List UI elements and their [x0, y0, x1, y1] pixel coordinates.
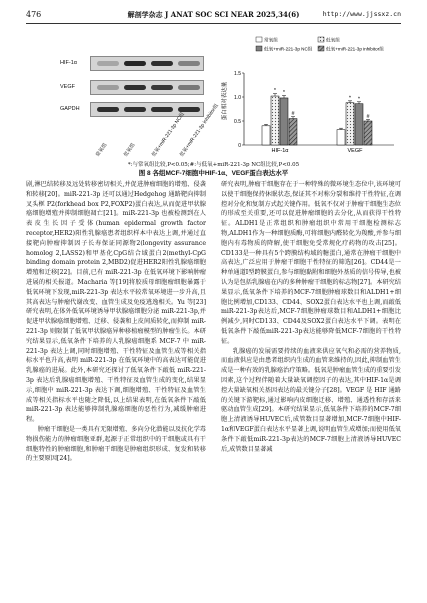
header-rule — [26, 23, 401, 24]
paragraph: 剧,淋巴结转移及远处转移密切相关,并促进肿瘤细胞的增殖、侵袭和转移[20]。miR-221-3p 还可以通过Hedgehog 通路靶向抑制叉头框 P2(forkhead box P2,FOXP2)蛋白表达,从而促进甲状腺癌细胞增殖并抑制细胞凋亡[21]。miR-221-3p 也被检测到在人表皮生长因子受体(human epidermal growth factor receptor,HER2)阳性乳腺癌患者组织样本中表达上调,并通过直接靶向肿瘤抑制因子长寿保证同源物2(longevity assurance homolog 2,LASS2)和甲基化CpG结合域蛋白2(methyl-CpG binding domain protein 2,MBD2)促进HER2阳性乳腺癌细胞增殖和迁移[22]。目前,已有 miR-221-3p 在低氧环境下影响肿瘤进展的相关报道。Macharia 等[19]将胶质母细胞瘤细胞暴露于低氧环境下发现,miR-221-3p 表达水平较常氧环境进一步升高,且其高表达与肿瘤代谢改变、血管生成及免疫逃逸相关。Yu 等[23]研究表明,在体外低氧环境诱导甲状腺癌细胞分泌 miR-221-3p,并促进甲状腺癌细胞增殖、迁移、侵袭和上皮间质转化,而抑制 miR-221-3p 则限制了低氧甲状腺癌异种移植瘤模型的肿瘤生长。本研究结果显示,低氧条件下培养的人乳腺癌细胞系 MCF-7 中 miR-221-3p 表达上调,同时细胞增殖、干性特征及血管生成等相关指标水平也升高,表明 miR-221-3p 在低氧环境中的高表达可能促进乳腺癌的进展。此外,本研究还探讨了低氧条件下敲低 miR-221-3p 表达后乳腺癌细胞增殖、干性特征及血管生成的变化,结果显示,细胞中 miR-221-3p 表达下调,细胞增殖、干性特征及血管生成等相关指标水平也随之降低,以上结果表明,在低氧条件下敲低 miR-221-3p 表达能够抑制乳腺癌细胞的恶性行为,减缓肿瘤进程。 — [26, 181, 206, 424]
protein-bar-chart — [214, 33, 404, 155]
blot-band — [97, 61, 119, 66]
lane-label: 低氧+miR-221-3p inhibitor组 — [178, 103, 220, 159]
y-tick-label: 0 — [238, 142, 241, 149]
bar — [346, 103, 354, 145]
blot-band — [151, 61, 173, 66]
y-tick-label: 1.0 — [234, 94, 241, 101]
blot-strip — [90, 80, 204, 95]
legend-label: 低氧组 — [326, 37, 340, 43]
lane-label: 低氧组 — [122, 142, 137, 159]
legend-swatch — [318, 46, 324, 51]
blot-band — [151, 85, 173, 90]
figure-symbol-note: *:与常氧组比较,P<0.05;#:与低氧+miR-221-3p NC组比较,P<0.05 — [127, 162, 300, 168]
legend-label: 低氧+miR-221-3p NC组 — [264, 46, 313, 52]
body-left-column — [26, 180, 206, 464]
significance-marker: * — [282, 90, 286, 97]
y-tick-label: 1.5 — [234, 70, 241, 77]
blot-band — [124, 61, 146, 66]
blot-band — [178, 85, 200, 90]
bar — [337, 130, 345, 145]
running-header — [26, 8, 401, 22]
x-tick-label: VEGF — [347, 148, 363, 154]
bar — [280, 98, 288, 145]
paragraph: 乳腺癌的发展需要持续的血液来供应氧气和必需的营养物质,而血液供应是由患者组织内生成的血管来维持的,因此,抑制血管生成是一种有效的乳腺癌治疗策略。低氧是肿瘤血管生成的重要引发因素,这个过程伴随着大量缺氧调控因子的表达,其中HIF-1α是调控大量缺氧相关基因表达的最关键分子[28]。VEGF 是 HIF 通路的关键下游靶标,通过影响内皮细胞迁移、增殖、通透性和存活来驱动血管生成[29]。本研究结果显示,低氧条件下培养的MCF-7细胞上清液诱导HUVEC后,成管数目显著增加,MCF-7细胞中HIF-1α和VEGF蛋白表达水平显著上调,说明血管生成增加;而使用低氧条件下敲低miR-221-3p表达的MCF-7细胞上清液诱导HUVEC后,成管数目显著减 — [221, 347, 401, 453]
blot-band — [97, 85, 119, 90]
blot-lane-labels — [90, 103, 220, 160]
blot-band — [178, 61, 200, 66]
paragraph: 肿瘤干细胞是一类具有无限增殖、多向分化潜能以及抗化学毒物损伤能力的肿瘤细胞亚群,起源于正常组织中的干细胞或具有干细胞特性的肿瘤细胞,和肿瘤干细胞是肿瘤组织形成、复发和转移的主要原因[24]。 — [26, 425, 206, 463]
legend-label: 常氧组 — [264, 37, 278, 43]
blot-band — [124, 85, 146, 90]
blot-strip — [90, 56, 204, 71]
x-tick-label: HIF-1α — [271, 148, 289, 154]
page-number: 476 — [26, 10, 42, 19]
bar — [271, 96, 279, 145]
bar — [364, 121, 372, 145]
significance-marker: * — [273, 88, 277, 95]
legend-label: 低氧+miR-221-3p inhibitor组 — [326, 46, 384, 52]
legend-swatch — [318, 37, 324, 42]
y-tick-label: 0.5 — [234, 118, 241, 125]
chart-bars — [262, 88, 372, 145]
journal-title: 解剖学杂志 J ANAT SOC SCI NEAR 2025,34(6) — [127, 10, 300, 19]
body-right-column — [221, 180, 401, 454]
bar — [355, 104, 363, 145]
figure-caption: 图 8 各组MCF-7细胞中HIF-1α、VEGF蛋白表达水平 — [138, 170, 289, 177]
y-axis-label: 蛋白相对表达量 — [222, 81, 228, 121]
lane-label: 低氧+miR-221-3p NC组 — [150, 111, 186, 159]
significance-marker: * — [357, 96, 361, 103]
significance-marker: # — [291, 111, 295, 118]
bar — [262, 126, 270, 145]
lane-label: 常氧组 — [94, 142, 109, 159]
chart-legend — [256, 36, 384, 52]
paragraph: 研究表明,肿瘤干细胞存在于一种特殊的微环境生态位中,该环境可以使干细胞保持休眠状态,保证其不对称分裂和维持干性特征,在调控对分化和复制方式起关键作用。低氧不仅对于肿瘤干细胞生态位的形成至关重要,还可以促进肿瘤细胞的去分化,从而获得干性特征。ALDH1是正常组织和肿瘤组织中常用干细胞检测标志物,ALDH1作为一种细胞质酶,可将细胞内醛转化为羧酸,并参与细胞内有毒物质的降解,使干细胞免受常规化疗药物的攻击[25]。CD133是一种具有5个跨膜结构域的糖蛋白,通常在肿瘤干细胞中高表达,广泛应用于肿瘤干细胞干性特征的筛选[26]。CD44是一种单通道Ⅰ型跨膜蛋白,参与细胞黏附和细胞外基质的信号传导,也被认为是包括乳腺癌在内的多种肿瘤干细胞的标志物[27]。本研究结果显示,低氧条件下培养的MCF-7细胞肿瘤球数目和ALDH1+细胞比例增加,CD133、CD44、SOX2蛋白表达水平也上调,而敲低miR-221-3p表达后,MCF-7细胞肿瘤球数目和ALDH1+细胞比例减少,同时CD133、CD44及SOX2蛋白表达水平下调。表明在低氧条件下敲低miR-221-3p表达能够降低MCF-7细胞的干性特征。 — [221, 181, 401, 345]
legend-swatch — [256, 37, 262, 42]
journal-website: http://www.jjssxz.cn — [322, 10, 401, 18]
blot-row-label: GAPDH — [60, 106, 80, 112]
significance-marker: * — [348, 95, 352, 102]
legend-swatch — [256, 46, 262, 51]
blot-row-label: VEGF — [60, 84, 75, 90]
significance-marker: # — [366, 114, 370, 121]
blot-row-label: HIF-1α — [60, 60, 77, 66]
bar — [289, 119, 297, 145]
